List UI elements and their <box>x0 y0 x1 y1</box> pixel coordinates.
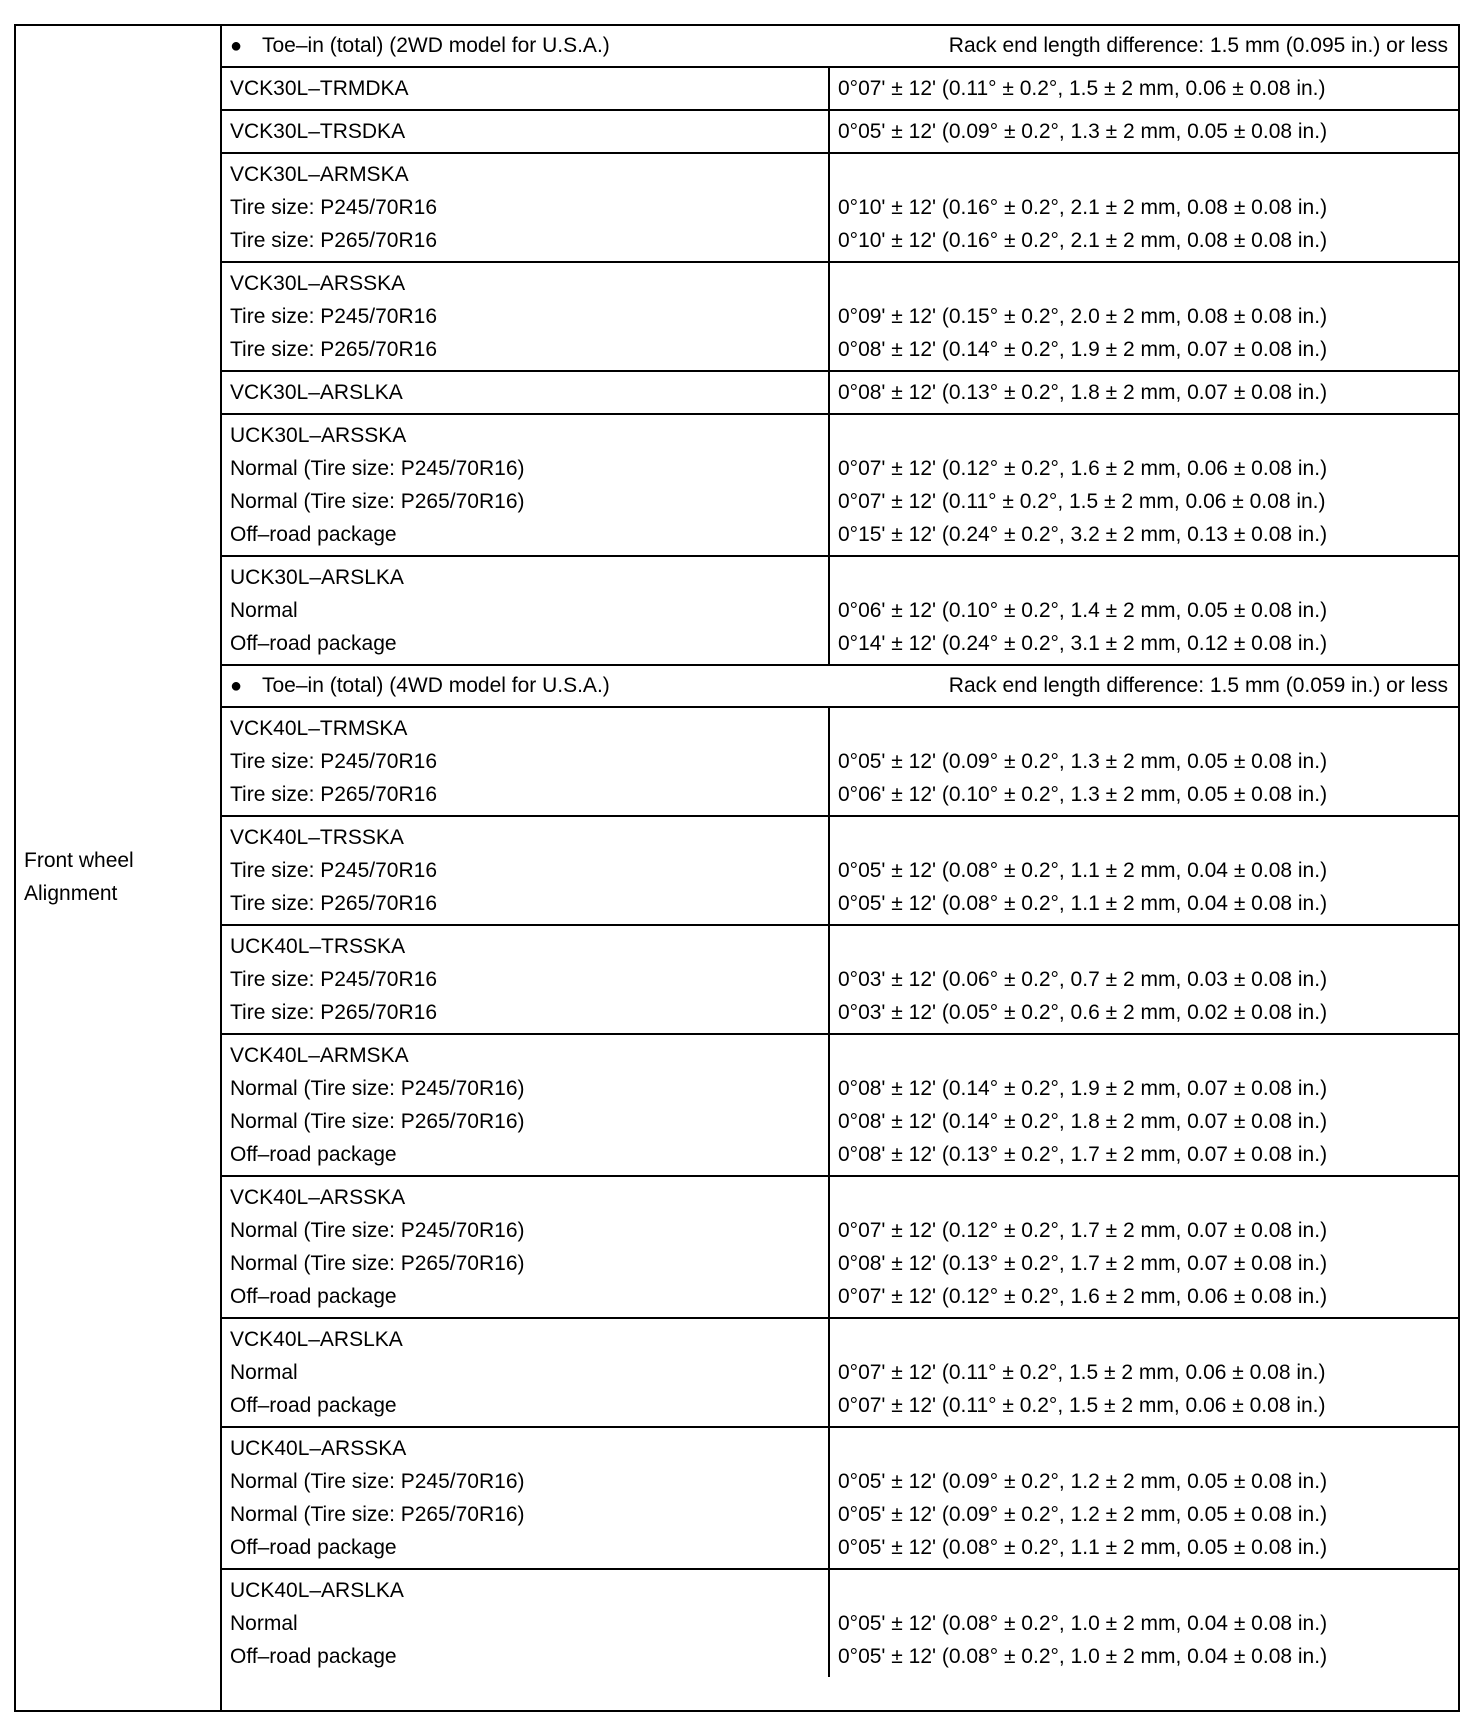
toe-in-value: 0°10' ± 12' (0.16° ± 0.2°, 2.1 ± 2 mm, 0.08 ± 0.08 in.) <box>838 196 1328 219</box>
model-variant: Tire size: P245/70R16 <box>230 859 437 882</box>
toe-in-value: 0°05' ± 12' (0.08° ± 0.2°, 1.0 ± 2 mm, 0.04 ± 0.08 in.) <box>838 1645 1328 1668</box>
table-row <box>222 708 1458 817</box>
toe-in-value: 0°05' ± 12' (0.08° ± 0.2°, 1.1 ± 2 mm, 0.04 ± 0.08 in.) <box>838 859 1328 882</box>
value-spacer <box>838 267 1452 300</box>
model-variant: Tire size: P245/70R16 <box>230 196 437 219</box>
toe-in-value: 0°03' ± 12' (0.05° ± 0.2°, 0.6 ± 2 mm, 0.02 ± 0.08 in.) <box>838 1001 1328 1024</box>
value-cell <box>830 557 1458 664</box>
model-variant: Off–road package <box>230 1536 397 1559</box>
model-code: VCK40L–TRSSKA <box>230 826 404 849</box>
section-note: Rack end length difference: 1.5 mm (0.095 in.) or less <box>948 34 1448 57</box>
model-variant: Off–road package <box>230 1394 397 1417</box>
toe-in-value: 0°07' ± 12' (0.11° ± 0.2°, 1.5 ± 2 mm, 0.06 ± 0.08 in.) <box>838 1361 1326 1384</box>
toe-in-value: 0°08' ± 12' (0.13° ± 0.2°, 1.7 ± 2 mm, 0.07 ± 0.08 in.) <box>838 1252 1328 1275</box>
model-cell <box>222 817 830 924</box>
model-cell <box>222 415 830 555</box>
toe-in-value: 0°07' ± 12' (0.12° ± 0.2°, 1.7 ± 2 mm, 0.07 ± 0.08 in.) <box>838 1219 1328 1242</box>
model-variant: Normal (Tire size: P245/70R16) <box>230 1219 525 1242</box>
alignment-spec-table <box>14 24 1460 1712</box>
model-variant: Off–road package <box>230 523 397 546</box>
model-code: VCK30L–TRSDKA <box>230 120 406 143</box>
toe-in-value: 0°07' ± 12' (0.11° ± 0.2°, 1.5 ± 2 mm, 0.06 ± 0.08 in.) <box>838 1394 1326 1417</box>
value-spacer <box>838 1432 1452 1465</box>
model-variant: Normal (Tire size: P265/70R16) <box>230 1252 525 1275</box>
table-row <box>222 68 1458 111</box>
model-code: UCK30L–ARSLKA <box>230 566 404 589</box>
model-cell <box>222 1177 830 1317</box>
model-cell <box>222 372 830 413</box>
model-code: UCK30L–ARSSKA <box>230 424 407 447</box>
value-spacer <box>838 561 1452 594</box>
model-variant: Tire size: P265/70R16 <box>230 1001 437 1024</box>
toe-in-value: 0°03' ± 12' (0.06° ± 0.2°, 0.7 ± 2 mm, 0.03 ± 0.08 in.) <box>838 968 1328 991</box>
toe-in-value: 0°09' ± 12' (0.15° ± 0.2°, 2.0 ± 2 mm, 0.08 ± 0.08 in.) <box>838 305 1328 328</box>
toe-in-value: 0°08' ± 12' (0.14° ± 0.2°, 1.8 ± 2 mm, 0.07 ± 0.08 in.) <box>838 1110 1328 1133</box>
table-row <box>222 372 1458 415</box>
value-cell <box>830 1570 1458 1677</box>
model-code: VCK40L–ARSLKA <box>230 1328 403 1351</box>
toe-in-value: 0°08' ± 12' (0.14° ± 0.2°, 1.9 ± 2 mm, 0.07 ± 0.08 in.) <box>838 1077 1328 1100</box>
bullet-icon: ● <box>230 675 243 697</box>
value-spacer <box>838 158 1452 191</box>
model-variant: Normal (Tire size: P245/70R16) <box>230 457 525 480</box>
model-variant: Normal <box>230 599 298 622</box>
model-variant: Off–road package <box>230 1143 397 1166</box>
toe-in-value: 0°05' ± 12' (0.09° ± 0.2°, 1.3 ± 2 mm, 0.05 ± 0.08 in.) <box>838 750 1328 773</box>
model-code: VCK40L–ARSSKA <box>230 1186 406 1209</box>
value-cell <box>830 1177 1458 1317</box>
model-cell <box>222 263 830 370</box>
table-row <box>222 1319 1458 1428</box>
category-label-line-2: Alignment <box>24 882 118 905</box>
model-variant: Normal <box>230 1361 298 1384</box>
model-code: VCK30L–ARSLKA <box>230 381 403 404</box>
value-cell <box>830 154 1458 261</box>
table-row <box>222 415 1458 557</box>
model-variant: Tire size: P265/70R16 <box>230 892 437 915</box>
value-cell <box>830 372 1458 413</box>
toe-in-value: 0°08' ± 12' (0.14° ± 0.2°, 1.9 ± 2 mm, 0.07 ± 0.08 in.) <box>838 338 1328 361</box>
model-variant: Normal (Tire size: P265/70R16) <box>230 1503 525 1526</box>
model-cell <box>222 68 830 109</box>
toe-in-value: 0°10' ± 12' (0.16° ± 0.2°, 2.1 ± 2 mm, 0.08 ± 0.08 in.) <box>838 229 1328 252</box>
model-cell <box>222 926 830 1033</box>
value-cell <box>830 263 1458 370</box>
table-row <box>222 926 1458 1035</box>
section-header <box>222 666 1458 708</box>
model-variant: Normal (Tire size: P245/70R16) <box>230 1470 525 1493</box>
model-cell <box>222 111 830 152</box>
toe-in-value: 0°05' ± 12' (0.08° ± 0.2°, 1.0 ± 2 mm, 0.04 ± 0.08 in.) <box>838 1612 1328 1635</box>
model-variant: Off–road package <box>230 1645 397 1668</box>
model-cell <box>222 1319 830 1426</box>
value-spacer <box>838 419 1452 452</box>
model-variant: Off–road package <box>230 632 397 655</box>
model-code: VCK30L–ARMSKA <box>230 163 409 186</box>
value-cell <box>830 817 1458 924</box>
model-cell <box>222 708 830 815</box>
table-row <box>222 557 1458 666</box>
toe-in-value: 0°07' ± 12' (0.12° ± 0.2°, 1.6 ± 2 mm, 0.06 ± 0.08 in.) <box>838 457 1328 480</box>
table-row <box>222 263 1458 372</box>
model-cell <box>222 557 830 664</box>
toe-in-value: 0°05' ± 12' (0.09° ± 0.2°, 1.2 ± 2 mm, 0.05 ± 0.08 in.) <box>838 1503 1328 1526</box>
section-note: Rack end length difference: 1.5 mm (0.059 in.) or less <box>948 674 1448 697</box>
model-code: VCK30L–TRMDKA <box>230 77 409 100</box>
model-variant: Off–road package <box>230 1285 397 1308</box>
value-cell <box>830 68 1458 109</box>
value-cell <box>830 1428 1458 1568</box>
model-variant: Tire size: P245/70R16 <box>230 305 437 328</box>
table-row <box>222 1177 1458 1319</box>
model-cell <box>222 154 830 261</box>
value-cell <box>830 926 1458 1033</box>
toe-in-value: 0°05' ± 12' (0.09° ± 0.2°, 1.2 ± 2 mm, 0.05 ± 0.08 in.) <box>838 1470 1328 1493</box>
section-title: Toe–in (total) (2WD model for U.S.A.) <box>262 34 610 57</box>
category-label-line-1: Front wheel <box>24 849 134 872</box>
model-variant: Tire size: P265/70R16 <box>230 338 437 361</box>
value-spacer <box>838 1181 1452 1214</box>
toe-in-value: 0°05' ± 12' (0.08° ± 0.2°, 1.1 ± 2 mm, 0.05 ± 0.08 in.) <box>838 1536 1328 1559</box>
value-cell <box>830 415 1458 555</box>
toe-in-value: 0°15' ± 12' (0.24° ± 0.2°, 3.2 ± 2 mm, 0.13 ± 0.08 in.) <box>838 523 1328 546</box>
model-code: UCK40L–TRSSKA <box>230 935 406 958</box>
toe-in-value: 0°05' ± 12' (0.08° ± 0.2°, 1.1 ± 2 mm, 0.04 ± 0.08 in.) <box>838 892 1328 915</box>
value-cell <box>830 1319 1458 1426</box>
toe-in-value: 0°07' ± 12' (0.11° ± 0.2°, 1.5 ± 2 mm, 0.06 ± 0.08 in.) <box>838 77 1326 100</box>
table-row <box>222 817 1458 926</box>
toe-in-value: 0°08' ± 12' (0.13° ± 0.2°, 1.8 ± 2 mm, 0.07 ± 0.08 in.) <box>838 381 1328 404</box>
model-code: VCK40L–TRMSKA <box>230 717 408 740</box>
value-spacer <box>838 930 1452 963</box>
model-variant: Normal (Tire size: P245/70R16) <box>230 1077 525 1100</box>
value-cell <box>830 1035 1458 1175</box>
model-variant: Normal (Tire size: P265/70R16) <box>230 490 525 513</box>
toe-in-value: 0°06' ± 12' (0.10° ± 0.2°, 1.3 ± 2 mm, 0.05 ± 0.08 in.) <box>838 783 1328 806</box>
model-cell <box>222 1570 830 1677</box>
model-variant: Tire size: P265/70R16 <box>230 783 437 806</box>
value-cell <box>830 708 1458 815</box>
value-cell <box>830 111 1458 152</box>
section-header <box>222 26 1458 68</box>
value-spacer <box>838 1323 1452 1356</box>
table-row <box>222 1035 1458 1177</box>
table-row <box>222 1570 1458 1677</box>
model-code: VCK40L–ARMSKA <box>230 1044 409 1067</box>
model-variant: Tire size: P245/70R16 <box>230 750 437 773</box>
toe-in-value: 0°05' ± 12' (0.09° ± 0.2°, 1.3 ± 2 mm, 0.05 ± 0.08 in.) <box>838 120 1328 143</box>
table-row <box>222 154 1458 263</box>
model-code: UCK40L–ARSSKA <box>230 1437 407 1460</box>
value-spacer <box>838 1574 1452 1607</box>
model-variant: Normal <box>230 1612 298 1635</box>
toe-in-value: 0°06' ± 12' (0.10° ± 0.2°, 1.4 ± 2 mm, 0.05 ± 0.08 in.) <box>838 599 1328 622</box>
model-cell <box>222 1428 830 1568</box>
table-row <box>222 111 1458 154</box>
model-variant: Tire size: P265/70R16 <box>230 229 437 252</box>
value-spacer <box>838 1039 1452 1072</box>
toe-in-value: 0°07' ± 12' (0.12° ± 0.2°, 1.6 ± 2 mm, 0.06 ± 0.08 in.) <box>838 1285 1328 1308</box>
value-spacer <box>838 712 1452 745</box>
model-variant: Normal (Tire size: P265/70R16) <box>230 1110 525 1133</box>
table-row <box>222 1428 1458 1570</box>
toe-in-value: 0°08' ± 12' (0.13° ± 0.2°, 1.7 ± 2 mm, 0.07 ± 0.08 in.) <box>838 1143 1328 1166</box>
bullet-icon: ● <box>230 35 243 57</box>
toe-in-value: 0°07' ± 12' (0.11° ± 0.2°, 1.5 ± 2 mm, 0.06 ± 0.08 in.) <box>838 490 1326 513</box>
value-spacer <box>838 821 1452 854</box>
model-code: VCK30L–ARSSKA <box>230 272 406 295</box>
model-code: UCK40L–ARSLKA <box>230 1579 404 1602</box>
model-cell <box>222 1035 830 1175</box>
model-variant: Tire size: P245/70R16 <box>230 968 437 991</box>
section-title: Toe–in (total) (4WD model for U.S.A.) <box>262 674 610 697</box>
toe-in-value: 0°14' ± 12' (0.24° ± 0.2°, 3.1 ± 2 mm, 0.12 ± 0.08 in.) <box>838 632 1328 655</box>
spec-body <box>222 26 1458 1677</box>
category-label <box>24 844 134 910</box>
category-column <box>16 26 222 1710</box>
